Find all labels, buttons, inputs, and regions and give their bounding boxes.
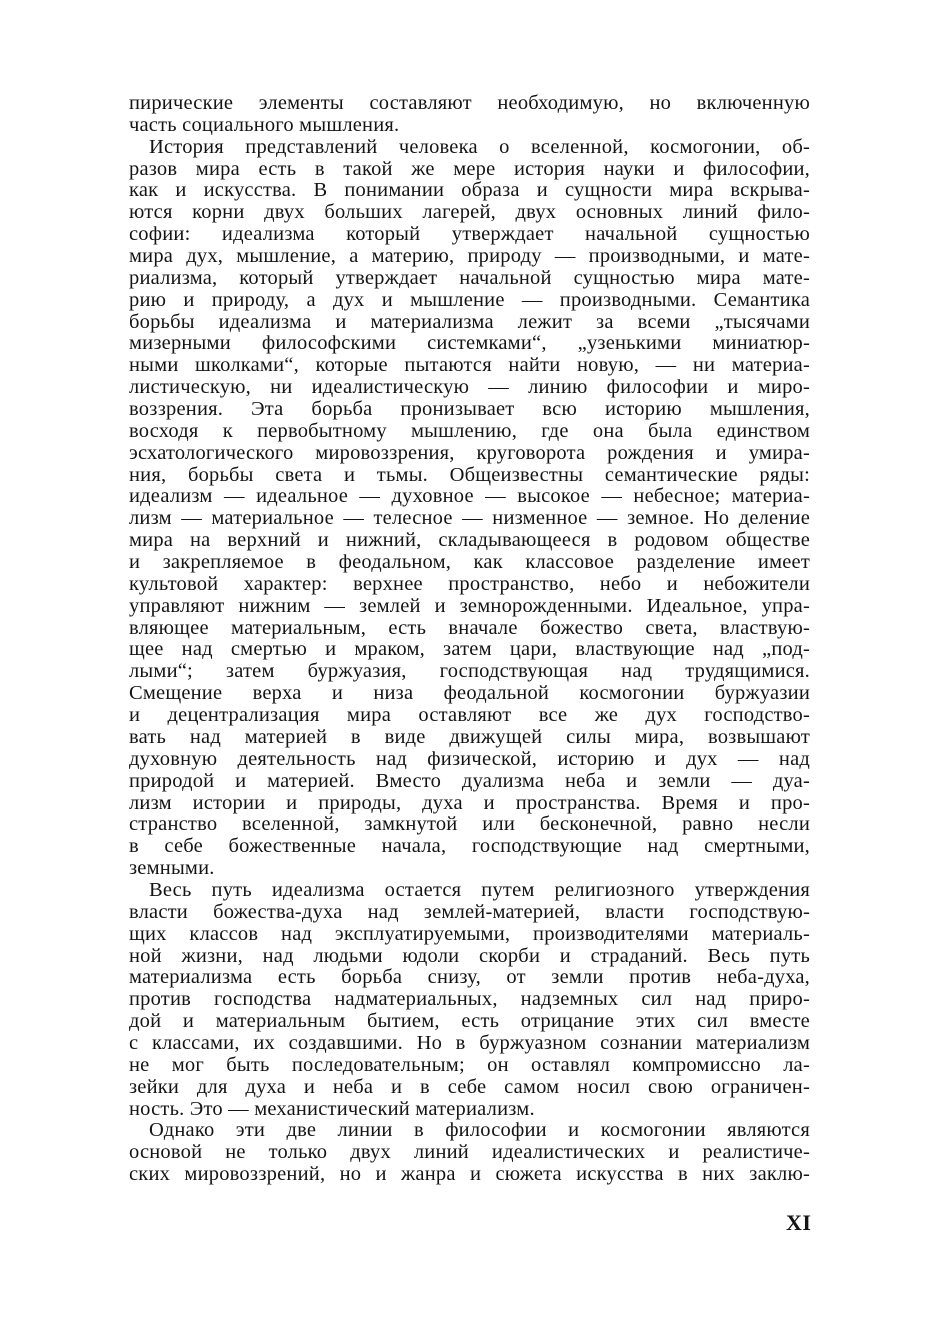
text-line: не мог быть последовательным; он оставлял компромиссно ла- [129,1053,810,1076]
text-line: мизерными философскими системками“, „узенькими миниатюр- [129,332,810,355]
text-line: восходя к первобытному мышлению, где она была единством [129,419,810,442]
text-line: пирические элементы составляют необходимую, но включенную [129,92,810,114]
text-line: вляющее материальным, есть вначале божество света, властвую- [129,616,810,639]
text-line: софии: идеализма который утверждает начальной сущностью [129,223,810,246]
text-line: как и искусства. В понимании образа и сущности мира вскрыва- [129,179,810,202]
text-line: против господства надматериальных, надземных сил над приро- [129,988,810,1011]
paragraph-4 [129,1120,810,1186]
text-line: мира дух, мышление, а материю, природу — производными, и мате- [129,245,810,268]
text-line: природой и материей. Вместо дуализма неба и земли — дуа- [129,769,810,792]
paragraph-2 [129,137,810,880]
text-line: культовой характер: верхнее пространство, небо и небожители [129,572,810,595]
text-line: ния, борьбы света и тьмы. Общеизвестны семантические ряды: [129,463,810,486]
text-line: власти божества-духа над землей-материей, власти господствую- [129,900,810,923]
text-line: земными. [129,857,215,880]
text-line: щих классов над эксплуатируемыми, производителями материаль- [129,922,810,945]
text-line: вать над материей в виде движущей силы мира, возвышают [129,725,810,748]
text-line: с классами, их создавшими. Но в буржуазном сознании материализм [129,1031,810,1054]
text-line: разов мира есть в такой же мере история науки и философии, [129,157,810,180]
text-line: лыми“; затем буржуазия, господствующая над трудящимися. [129,660,810,683]
text-line: ной жизни, над людьми юдоли скорби и страданий. Весь путь [129,944,810,967]
text-line: часть социального мышления. [129,113,400,136]
text-line: щее над смертью и мраком, затем цари, властвующие над „под- [129,638,810,661]
text-line: мира на верхний и нижний, складывающееся в родовом обществе [129,529,810,552]
text-line: дой и материальным бытием, есть отрицание этих сил вместе [129,1010,810,1033]
text-line: лизм истории и природы, духа и пространства. Время и про- [129,791,810,814]
body-text [129,93,810,1186]
text-line: основой не только двух линий идеалистических и реалистиче- [129,1141,810,1164]
text-line: материализма есть борьба снизу, от земли против неба-духа, [129,966,810,989]
text-line: странство вселенной, замкнутой или бесконечной, равно несли [129,813,810,836]
text-line: листическую, ни идеалистическую — линию философии и миро- [129,376,810,399]
paragraph-3 [129,880,810,1120]
text-line: История представлений человека о вселенной, космогонии, об- [149,135,810,158]
text-line: и децентрализация мира оставляют все же дух господство- [129,704,810,727]
text-line: духовную деятельность над физической, историю и дух — над [129,747,810,770]
page-number: XI [786,1210,812,1235]
text-line: ными школками“, которые пытаются найти новую, — ни материа- [129,354,810,377]
text-line: риализма, который утверждает начальной сущностью мира мате- [129,266,810,289]
text-line: ность. Это — механистический материализм. [129,1097,535,1120]
text-line: зейки для духа и неба и в себе самом носил свою ограничен- [129,1075,810,1098]
text-line: идеализм — идеальное — духовное — высокое — небесное; материа- [129,485,810,508]
text-line: и закрепляемое в феодальном, как классовое разделение имеет [129,551,810,574]
text-line: управляют нижним — землей и земнорожденными. Идеальное, упра- [129,594,810,617]
text-line: ются корни двух больших лагерей, двух основных линий фило- [129,201,810,224]
text-line: в себе божественные начала, господствующие над смертными, [129,835,810,858]
text-line: борьбы идеализма и материализма лежит за всеми „тысячами [129,310,810,333]
text-line: рию и природу, а дух и мышление — производными. Семантика [129,288,810,311]
paragraph-1 [129,93,810,137]
text-line: Весь путь идеализма остается путем религиозного утверждения [149,878,810,901]
text-line: эсхатологического мировоззрения, круговорота рождения и умира- [129,441,810,464]
text-line: лизм — материальное — телесное — низменное — земное. Но деление [129,507,810,530]
text-line: воззрения. Эта борьба пронизывает всю историю мышления, [129,398,810,421]
text-line: ских мировоззрений, но и жанра и сюжета искусства в них заклю- [129,1163,810,1186]
text-line: Однако эти две линии в философии и космогонии являются [149,1119,810,1142]
text-line: Смещение верха и низа феодальной космогонии буржуазии [129,682,810,705]
